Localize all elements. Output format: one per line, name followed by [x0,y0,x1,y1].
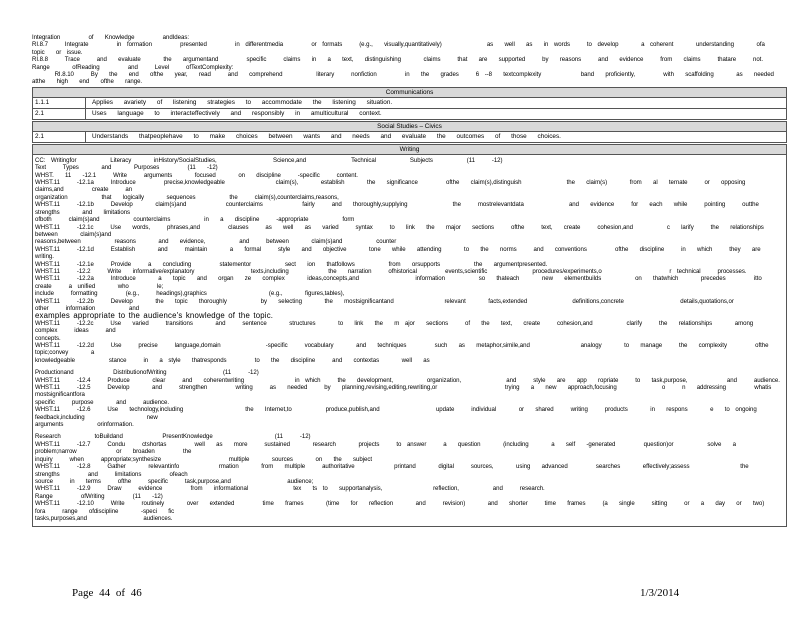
text-line: organization that logically sequences the claim(s),counterclaims,reasons, [35,193,339,201]
table-row [32,98,787,109]
page-number: Page 44 of 46 [72,587,142,599]
text-line: RI.8.7 Integrate in formation presented in differentmedia or formats (e.g., visually,quantitatively) as well as in words to develop a coherent understanding ofa topic or issue. [32,41,777,56]
text-line: RI.8.10 By the end ofthe year, read and comprehend literary nonfiction in the grades 6 --8 textcomplexity band proficiently, with scaffolding as needed atthe high end ofthe range. [32,71,791,86]
section-heading: Productionand DistributionofWriting (11 -12) [35,369,259,377]
standard-code: 2.1 [33,132,86,142]
text-line: include formatting (e.g., headings),graphics (e.g., figures,tables), [35,290,345,298]
text-line: Range ofReading and Level ofTextComplexity: [32,63,234,71]
text-line: WHST.11 -12.2a Introduce a topic and organ ze complex ideas,concepts,and information so thateach new elementbuilds on thatwhich precedes itto create a unified who le; [35,275,774,290]
text-line: Text Types and Purposes (11 -12) [35,164,218,172]
standard-text: Understands thatpeoplehave to make choices between wants and needs and evaluate the outcomes of those choices. [92,132,561,140]
text-line: WHST.11 -12.1e Provide a concluding statementor sect ion thatfollows from orsupports the argumentpresented. [35,260,548,268]
text-line: WHST.11 -12.6 Use technology,including the Internet,to produce,publish,and update individual or shared writing products in respons e to ongoing feedback,including new [35,406,780,421]
text-line: Integration of Knowledge andIdeas: [32,34,189,41]
text-line: WHST.11 -12.10 Write routinely over extended time frames (time for reflection and revision) and shorter time frames (a single sitting or a day or two) fora range ofdiscipline -speci fic [35,500,776,515]
text-line: WHST.11 -12.2d Use precise language,domain -specific vocabulary and techniques such as metaphor,simile,and analogy to manage the complexity ofthe topic;convey a [35,342,786,357]
text-line: WHST.11 -12.5 Develop and strengthen writing as needed by planning,revising,editing,rewriting,or trying a new approach,focusing o n addressing whatis mostsignificantfora [35,384,789,399]
text-line: concepts. [35,334,61,342]
text-line: specific purpose and audience. [35,398,170,406]
text-line: knowledgeable stance in a style thatresponds to the discipline and contextas well as [35,356,430,364]
standard-text: Applies avariety of listening strategies to accommodate the listening situation. [92,98,393,106]
writing-header: Writing [32,144,787,155]
text-line: inquiry when appropriate;synthesize multiple sources on the subject [35,455,373,463]
standard-code: 1.1.1 [33,98,86,108]
text-line: ofboth claim(s)and counterclaims in a discipline -appropriate form [35,216,355,224]
text-line: WHST.11 -12.1a Introduce precise,knowledgeable claim(s), establish the significance ofthe claim(s),distinguish the claim(s) from al ternate or opposing claims,and create an [35,179,768,194]
text-line: WHST.11 -12.2c Use varied transitions and sentence structures to link the m ajor sections of the text, create cohesion,and clarify the relationships among complex ideas and [35,319,771,335]
text-line: WHST.11 -12.4 Produce clear and coherentwriting in which the development, organization, and style are app ropriate to task,purpose, and audience. [35,376,780,384]
text-line: Range ofWriting (11 -12) [35,492,163,500]
text-line-large: examples appropriate to the audience's knowledge of the topic. [35,311,274,321]
text-line: CC: Writingfor Literacy inHistory/SocialStudies, Science,and Technical Subjects (11 -12) [35,156,503,164]
footer-date: 1/3/2014 [640,587,680,599]
text-line: WHST.11 -12.1c Use words, phrases,and clauses as well as varied syntax to link the major sections ofthe text, create cohesion,and c larify the relationships between claim(s)and [35,223,793,238]
text-line: RI.8.8 Trace and evaluate the argumentand specific claims in a text, distinguishing claims that are supported by reasons and evidence from claims thatare not. [32,56,763,64]
table-row [32,109,787,120]
text-line: reasons,between reasons and evidence, and between claim(s)and counter [35,238,397,246]
text-line: WHST.11 -12.8 Gather relevantinfo rmation from multiple authoritative printand digital sources, using advanced searches effectively;assess the strengths and limitations ofeach [35,463,760,478]
section-heading: Research toBuildand PresentKnowledge (11 -12) [35,433,311,441]
writing-standards-block [32,155,796,528]
text-line: WHST.11 -12.1d Establish and maintain a formal style and objective tone while attending to the norms and conventions ofthe discipline in which they are writing. [35,245,772,261]
text-line: source in terms ofthe specific task,purpose,and audience; [35,477,314,485]
reading-standards-block [32,34,791,86]
text-line: WHST. 11 -12.1 Write arguments focused on discipline -specific content. [35,171,358,179]
text-line: WHST.11 -12.7 Condu ctshortas well as more sustained research projects to answer a question (including a self -generated question)or solve a problem;narrow or broaden the [35,440,748,456]
text-line: WHST.11 -12.9 Draw evidence from informational tex ts to supportanalysis, reflection, and research. [35,485,545,493]
communications-header: Communications [32,87,787,98]
text-line: arguments orinformation. [35,421,134,429]
text-line: tasks,purposes,and audiences. [35,514,173,522]
standard-code: 2.1 [33,109,86,119]
document-page [32,34,796,574]
table-row [32,132,787,143]
text-line: WHST.11 -12.1b Develop claim(s)and counterclaims fairly and thoroughly,supplying the mostrelevantdata and evidence for each while pointing outthe strengths and limitations [35,201,776,216]
civics-header: Social Studies – Civics [32,121,787,132]
text-line: WHST.11 -12.2 Write informative/explanatory texts,including the narration ofhistorical events,scientific procedures/experiments,o r technical processes. [35,267,747,275]
text-line: WHST.11 -12.2b Develop the topic thoroughly by selecting the mostsignificantand relevant facts,extended definitions,concrete details,quotations,or other information and [35,297,796,312]
standard-text: Uses language to interacteffectively and responsibly in amulticultural context. [92,109,382,117]
